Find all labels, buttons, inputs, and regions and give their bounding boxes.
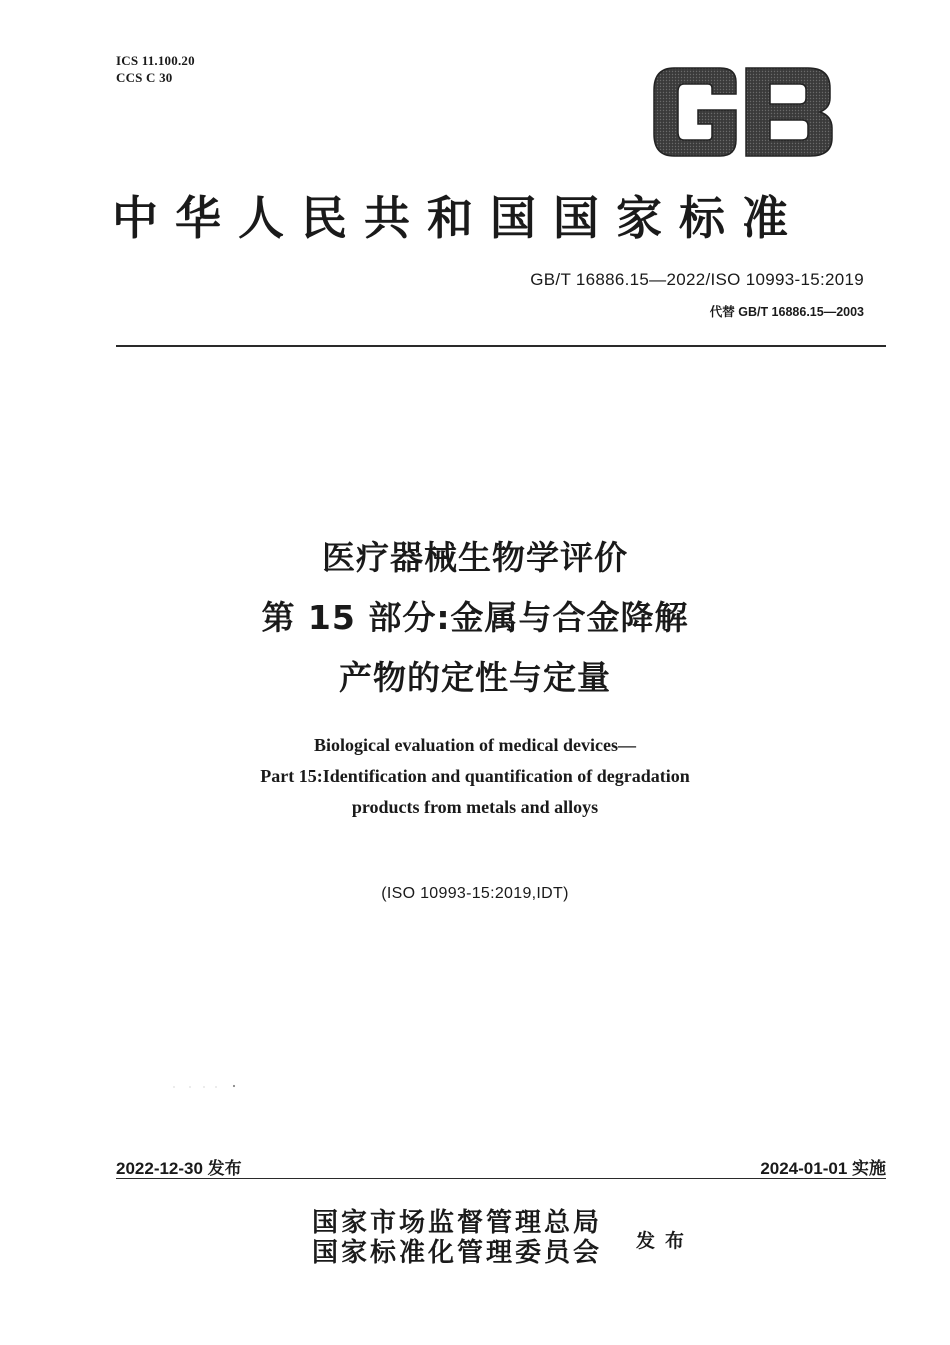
implementation-date: 2024-01-01 实施 — [760, 1159, 886, 1178]
ccs-code: CCS C 30 — [116, 70, 173, 85]
classification-codes — [116, 52, 195, 86]
national-standard-title: 中华人民共和国国家标准 — [112, 191, 805, 245]
issue-date: 2022-12-30 发布 — [116, 1159, 242, 1178]
scan-specks — [170, 1084, 240, 1090]
footer-divider — [116, 1178, 886, 1179]
gb-logo — [650, 64, 834, 160]
title-cn-line2: 第 15 部分:金属与合金降解 — [261, 598, 689, 637]
gb-logo-g — [654, 68, 736, 156]
issuing-authorities — [312, 1208, 602, 1268]
title-en-line2: Part 15:Identification and quantification of degradation — [260, 766, 690, 786]
iso-equivalence: (ISO 10993-15:2019,IDT) — [381, 885, 569, 902]
header-divider — [116, 345, 886, 347]
title-cn-line1: 医疗器械生物学评价 — [322, 538, 628, 577]
gb-logo-b — [746, 68, 832, 156]
title-en-line1: Biological evaluation of medical devices— — [314, 735, 636, 755]
authority-samr: 国家市场监督管理总局 — [312, 1208, 603, 1238]
standard-number: GB/T 16886.15—2022/ISO 10993-15:2019 — [530, 270, 864, 289]
replaces-standard: 代替 GB/T 16886.15—2003 — [709, 305, 864, 319]
title-cn-line3: 产物的定性与定量 — [339, 658, 611, 697]
publish-label: 发布 — [636, 1230, 695, 1252]
ics-code: ICS 11.100.20 — [116, 53, 195, 68]
title-en-line3: products from metals and alloys — [351, 797, 599, 817]
authority-sac: 国家标准化管理委员会 — [312, 1238, 603, 1268]
